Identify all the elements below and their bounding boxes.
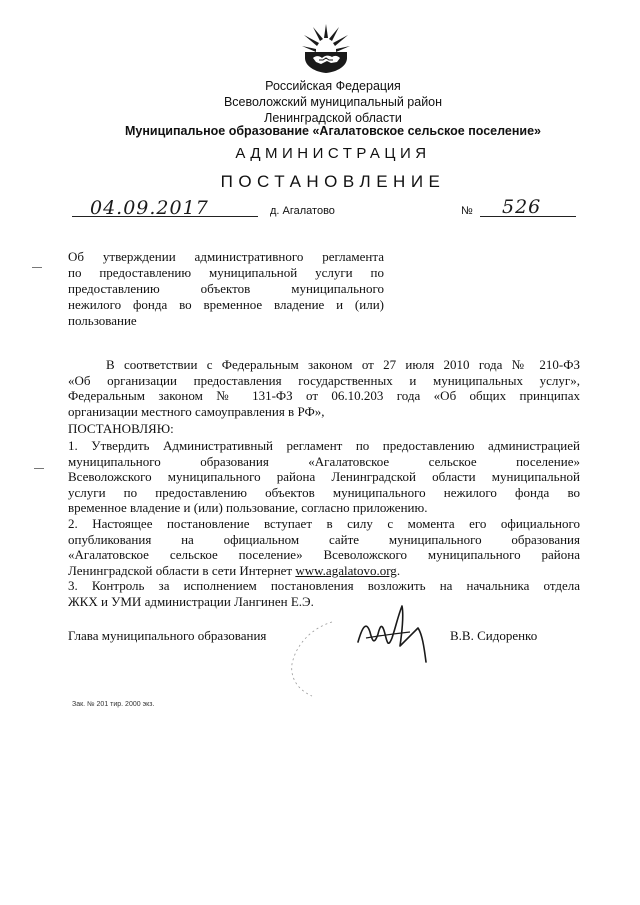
- point-line: 3. Контроль за исполнением постановления возложить на начальника отдела: [68, 578, 580, 594]
- preamble-line: «Об организации предоставления государственных и муниципальных услуг»,: [68, 372, 580, 388]
- subject-line: Об утверждении административного регламента: [68, 249, 384, 264]
- point-line: 2. Настоящее постановление вступает в силу с момента его официального: [68, 515, 580, 531]
- point-line: муниципального образования «Агалатовское сельское поселение»: [68, 453, 580, 469]
- stamp-trace-icon: [282, 620, 342, 700]
- coat-of-arms-icon: [301, 22, 351, 74]
- print-footer: Зак. № 201 тир. 2000 экз.: [72, 701, 155, 708]
- preamble: [68, 357, 580, 419]
- point-line: 1. Утвердить Административный регламент по предоставлению администрацией: [68, 438, 580, 453]
- link-prefix: Ленинградской области в сети Интернет: [68, 562, 296, 578]
- point-line-with-link: [68, 563, 580, 579]
- document-place: д. Агалатово: [270, 205, 335, 217]
- header-region: Ленинградской области: [264, 111, 402, 125]
- signatory-position: Глава муниципального образования: [68, 628, 267, 643]
- number-label: №: [461, 205, 473, 217]
- header-district: Всеволожский муниципальный район: [223, 95, 443, 109]
- header-country: Российская Федерация: [265, 79, 401, 93]
- handwritten-signature-icon: [352, 598, 432, 668]
- resolution-points: [68, 438, 580, 610]
- document-number: 526: [502, 196, 542, 218]
- subject-line: предоставлению объектов муниципального: [68, 281, 384, 296]
- link-suffix: .: [396, 562, 401, 578]
- document-subject: [68, 249, 384, 329]
- point-line: Всеволожского муниципального района Ленинградской области муниципальной: [68, 469, 580, 485]
- preamble-line: В соответствии с Федеральным законом от 27 июля 2010 года № 210-ФЗ: [106, 357, 580, 372]
- administration-title: АДМИНИСТРАЦИЯ: [235, 145, 431, 162]
- resolve-heading: ПОСТАНОВЛЯЮ:: [68, 421, 174, 436]
- point-line: ЖКХ и УМИ администрации Лангинен Е.Э.: [68, 593, 314, 609]
- point-line: «Агалатовское сельское поселение» Всеволожского муниципального района: [68, 547, 580, 563]
- subject-line: нежилого фонда во временное владение и (или): [68, 297, 384, 312]
- header-municipality: Муниципальное образование «Агалатовское сельское поселение»: [125, 124, 541, 138]
- website-link[interactable]: www.agalatovo.org: [295, 562, 397, 578]
- point-line: опубликования на официальном сайте муниципального образования: [68, 531, 580, 547]
- preamble-line: организации местного самоуправления в РФ»,: [68, 403, 325, 419]
- margin-mark: [34, 468, 44, 469]
- document-date: 04.09.2017: [90, 197, 209, 219]
- point-line: услуги по предоставлению объектов муниципального нежилого фонда во: [68, 484, 580, 500]
- subject-line: по предоставлению муниципальной услуги по: [68, 265, 384, 280]
- subject-line: пользование: [68, 313, 137, 328]
- margin-mark: [32, 267, 42, 268]
- point-line: временное владение и (или) пользование, согласно приложению.: [68, 500, 428, 516]
- preamble-line: Федеральным законом № 131-ФЗ от 06.10.203 года «Об общих принципах: [68, 388, 580, 404]
- signatory-name: В.В. Сидоренко: [450, 628, 538, 643]
- document-type-title: ПОСТАНОВЛЕНИЕ: [220, 172, 446, 191]
